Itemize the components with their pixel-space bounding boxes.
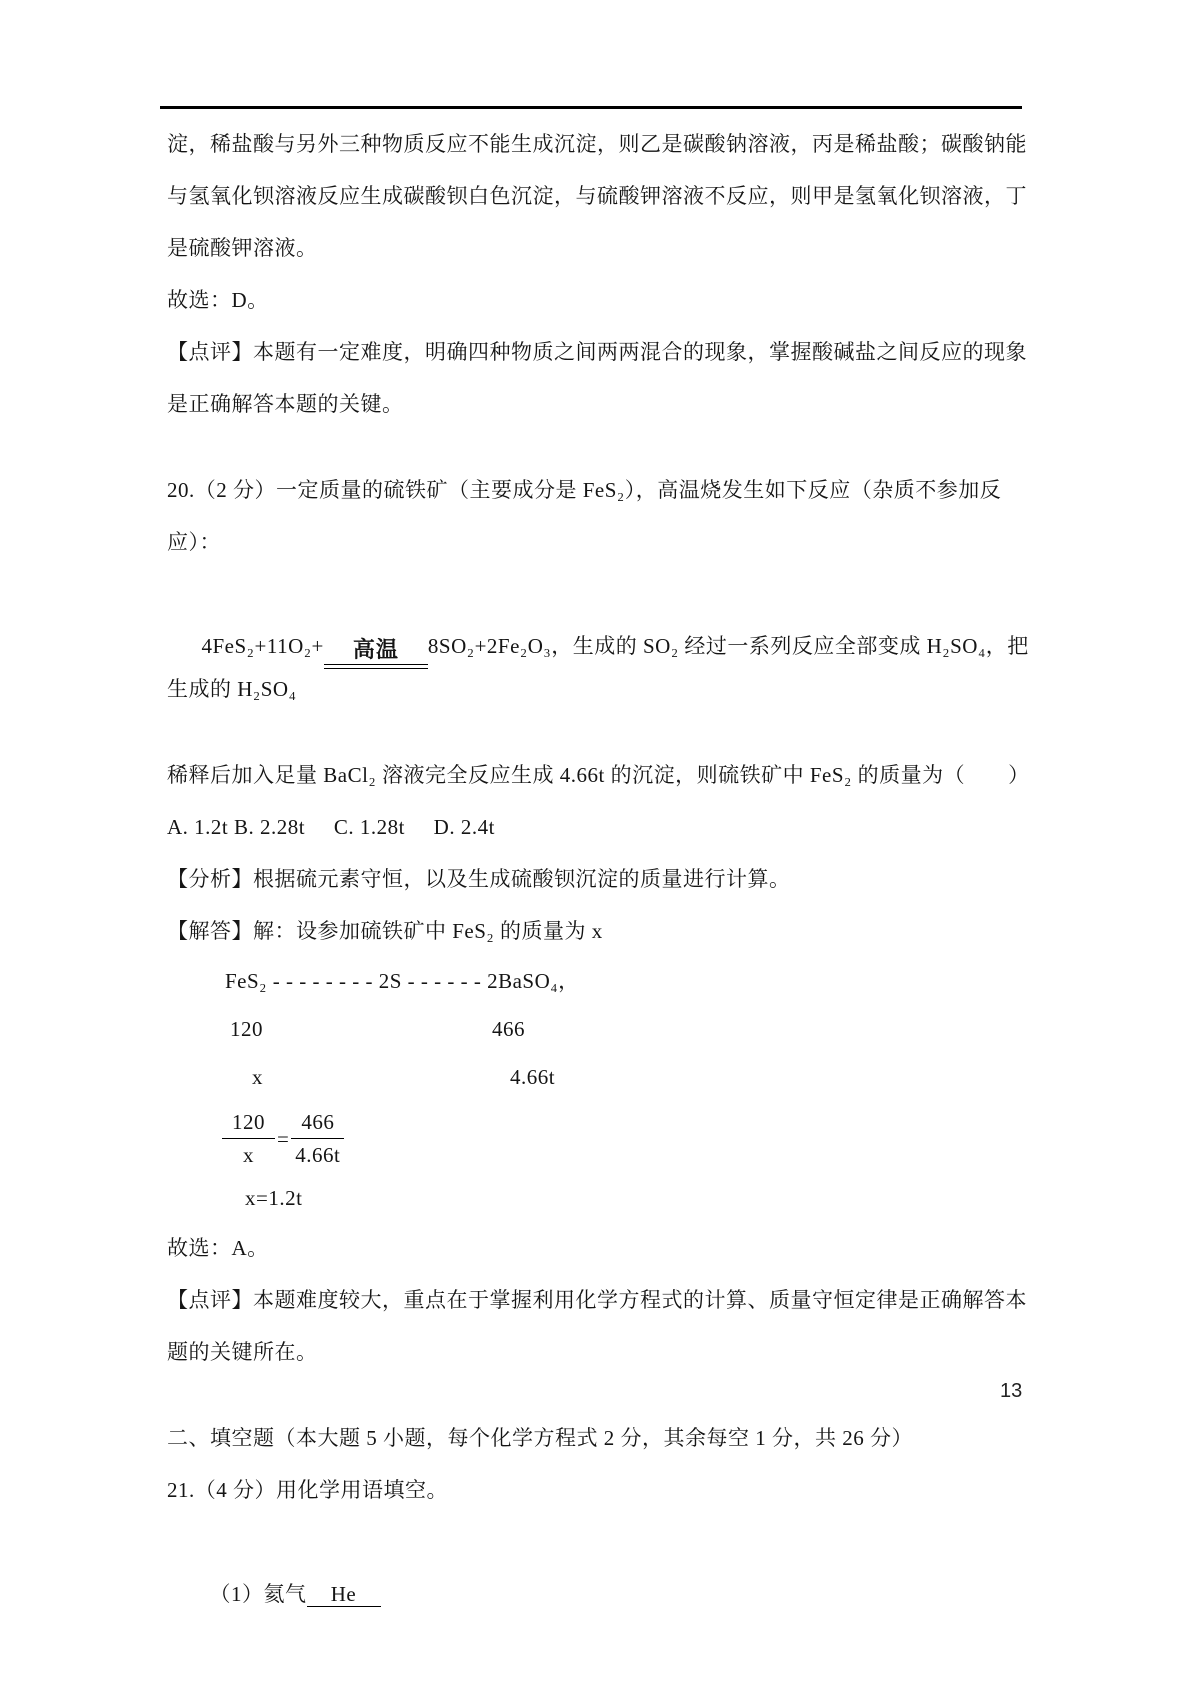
q19-explanation-line-1: 淀，稀盐酸与另外三种物质反应不能生成沉淀，则乙是碳酸钠溶液，丙是稀盐酸；碳酸钠能 — [167, 132, 1027, 156]
q20-unknown-known: x — [252, 1065, 263, 1089]
q20-solution-intro: 【解答】解：设参加硫铁矿中 FeS₂ 的质量为 x — [167, 919, 603, 943]
q20-equation-left: 4FeS₂+11O₂+ — [201, 634, 324, 658]
q20-stem-line-3: 稀释后加入足量 BaCl₂ 溶液完全反应生成 4.66t 的沉淀，则硫铁矿中 FeS₂ 的质量为（ ） — [167, 763, 1030, 787]
q19-explanation-line-2: 与氢氧化钡溶液反应生成碳酸钡白色沉淀，与硫酸钾溶液不反应，则甲是氢氧化钡溶液，丁 — [167, 184, 1027, 208]
q19-comment-line-2: 是正确解答本题的关键。 — [167, 392, 404, 416]
q19-answer: 故选：D。 — [167, 288, 269, 312]
q20-relation-line: FeS₂ - - - - - - - - 2S - - - - - - 2BaSO₄， — [225, 969, 580, 993]
q19-explanation-line-3: 是硫酸钾溶液。 — [167, 236, 318, 260]
q20-comment-line-2: 题的关键所在。 — [167, 1340, 318, 1364]
q21-item1-answer-blank: He — [307, 1582, 381, 1607]
q20-condition-bar — [324, 664, 428, 669]
q20-equation-right: 8SO₂+2Fe₂O₃，生成的 SO₂ 经过一系列反应全部变成 H₂SO₄，把生成的 H₂SO₄ — [167, 634, 1029, 701]
q20-molar-mass-product: 466 — [492, 1017, 525, 1041]
q20-unknown-row — [167, 1053, 1039, 1101]
q20-proportion-equals: = — [277, 1126, 290, 1151]
q20-fraction-left — [222, 1109, 275, 1168]
q20-comment-line-1: 【点评】本题难度较大，重点在于掌握利用化学方程式的计算、质量守恒定律是正确解答本 — [167, 1288, 1027, 1312]
header-rule — [160, 106, 1022, 109]
q20-fraction-right-numerator: 466 — [291, 1109, 344, 1139]
q21-item1-label: （1）氦气 — [209, 1582, 307, 1606]
q20-analysis: 【分析】根据硫元素守恒，以及生成硫酸钡沉淀的质量进行计算。 — [167, 867, 791, 891]
q20-fraction-right — [291, 1109, 344, 1168]
q20-unknown-product: 4.66t — [510, 1065, 556, 1089]
q20-condition-text: 高温 — [352, 637, 399, 662]
q20-stem-line-1: 20.（2 分）一定质量的硫铁矿（主要成分是 FeS₂），高温烧发生如下反应（杂质不参加反应）： — [167, 478, 1002, 554]
q20-equation-condition — [324, 638, 428, 669]
q20-proportion — [222, 1101, 344, 1174]
q20-result: x=1.2t — [245, 1186, 303, 1210]
q21-stem: 21.（4 分）用化学用语填空。 — [167, 1478, 448, 1502]
q20-molar-mass-row — [167, 1005, 1039, 1053]
q20-fraction-left-denominator: x — [243, 1143, 254, 1167]
q21-item1 — [175, 1516, 1039, 1672]
q20-molar-mass-known: 120 — [230, 1017, 263, 1041]
q19-comment-line-1: 【点评】本题有一定难度，明确四种物质之间两两混合的现象，掌握酸碱盐之间反应的现象 — [167, 340, 1027, 364]
page-number: 13 — [1000, 1380, 1023, 1402]
section2-title: 二、填空题（本大题 5 小题，每个化学方程式 2 分，其余每空 1 分，共 26 分） — [167, 1426, 913, 1450]
page-content — [167, 118, 1039, 1672]
q20-fraction-right-denominator: 4.66t — [295, 1143, 341, 1167]
q20-options: A. 1.2t B. 2.28t C. 1.28t D. 2.4t — [167, 815, 495, 839]
q20-fraction-left-numerator: 120 — [222, 1109, 275, 1139]
q20-answer: 故选：A。 — [167, 1236, 269, 1260]
q20-chemical-equation — [167, 568, 1039, 749]
